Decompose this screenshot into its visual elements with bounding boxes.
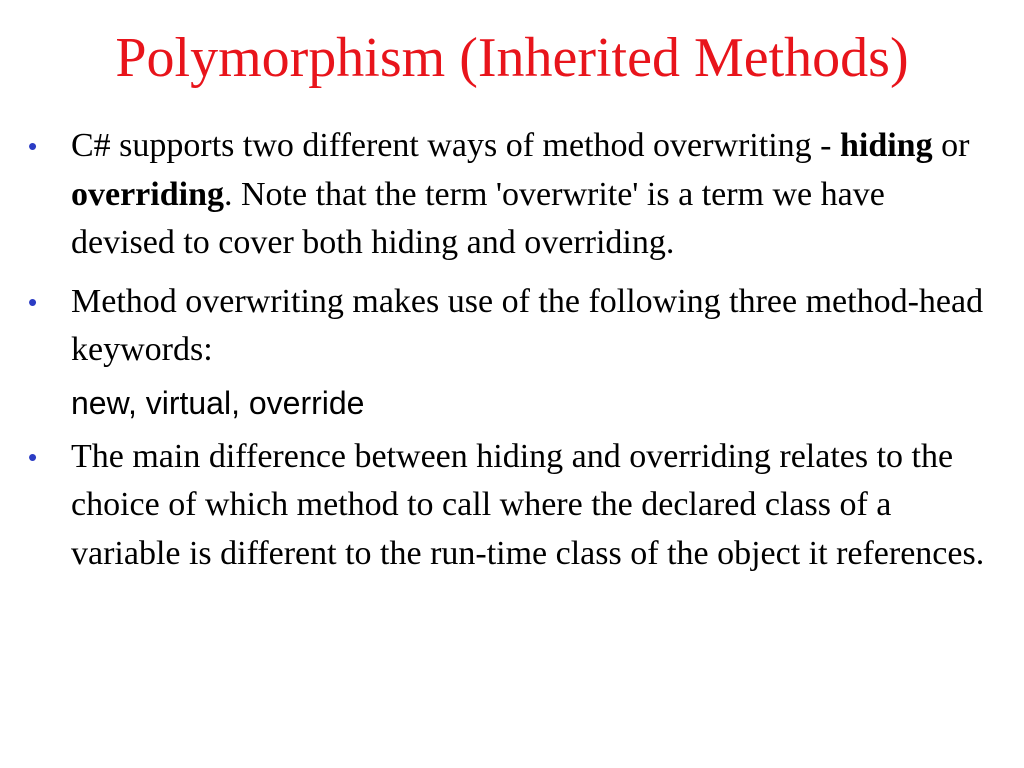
keywords-line: new, virtual, override — [71, 384, 365, 421]
bullet-icon: • — [28, 286, 38, 317]
slide-body — [28, 122, 988, 588]
bold-term-overriding: overriding — [71, 175, 224, 213]
bullet-icon: • — [28, 131, 38, 161]
bullet-text-part: C# supports two different ways of method overwriting - — [71, 127, 840, 164]
bullet-text-part: . Note that the term 'overwrite' is a term we have devised to cover both hiding and overriding. — [71, 175, 885, 261]
bold-term-hiding: hiding — [839, 127, 933, 164]
bullet-text: Method overwriting makes use of the following three method-head keywords: — [71, 282, 984, 368]
bullet-icon: • — [28, 441, 38, 472]
bullet-item-keywords — [28, 278, 988, 375]
bullet-text: The main difference between hiding and overriding relates to the choice of which method to call where the declared class of a variable is different to the run-time class of the object it references. — [71, 437, 985, 572]
bullet-item-main-difference — [28, 433, 988, 579]
slide-title: Polymorphism (Inherited Methods) — [115, 27, 909, 89]
bullet-item-overwriting-ways — [28, 122, 988, 268]
bullet-text-part: or — [932, 127, 970, 164]
